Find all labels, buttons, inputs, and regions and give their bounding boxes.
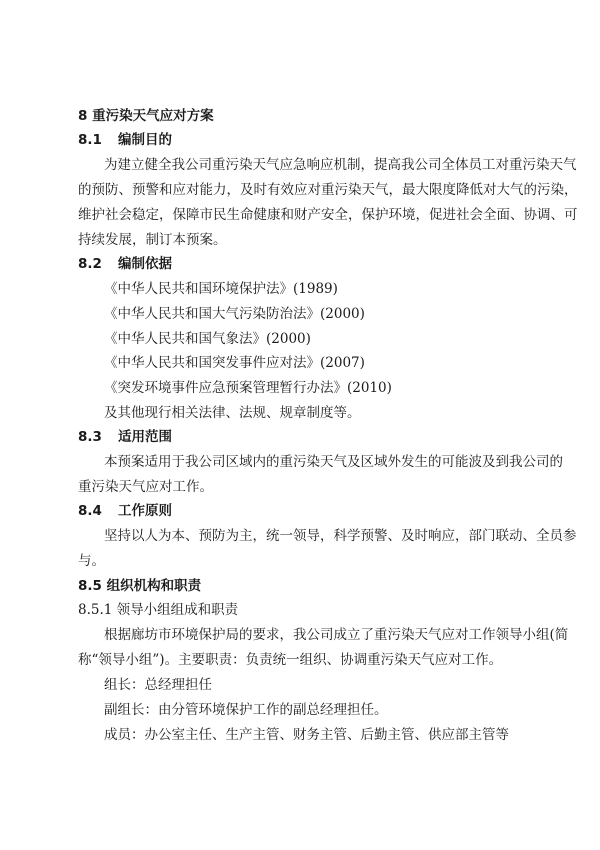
paragraph-line: 本预案适用于我公司区域内的重污染天气及区域外发生的可能波及到我公司的 bbox=[104, 454, 563, 470]
leader-line: 组长：总经理担任 bbox=[104, 677, 212, 693]
heading-8-4 bbox=[78, 501, 528, 521]
paragraph-line: 坚持以人为本、预防为主，统一领导，科学预警、及时响应，部门联动、全员参 bbox=[104, 528, 577, 544]
paragraph-line: 维护社会稳定，保障市民生命健康和财产安全，保护环境，促进社会全面、协调、可 bbox=[78, 207, 578, 223]
section-title: 8 重污染天气应对方案 bbox=[78, 108, 214, 124]
law-item: 《中华人民共和国大气污染防治法》(2000) bbox=[104, 306, 365, 322]
paragraph-line: 重污染天气应对工作。 bbox=[78, 479, 213, 495]
heading-8-5: 8.5 组织机构和职责 bbox=[78, 578, 202, 594]
heading-text: 工作原则 bbox=[118, 503, 172, 519]
paragraph-line: 称“领导小组”)。主要职责：负责统一组织、协调重污染天气应对工作。 bbox=[78, 652, 503, 668]
paragraph-line: 根据廊坊市环境保护局的要求，我公司成立了重污染天气应对工作领导小组(简 bbox=[104, 627, 569, 643]
heading-8-1 bbox=[78, 130, 528, 150]
heading-number: 8.3 bbox=[78, 429, 102, 445]
deputy-leader-line: 副组长：由分管环境保护工作的副总经理担任。 bbox=[104, 702, 388, 718]
law-item: 《突发环境事件应急预案管理暂行办法》(2010) bbox=[104, 380, 392, 396]
heading-text: 编制依据 bbox=[118, 256, 172, 272]
law-item: 《中华人民共和国气象法》(2000) bbox=[104, 331, 311, 347]
heading-8-2 bbox=[78, 254, 528, 274]
heading-number: 8.1 bbox=[78, 132, 102, 148]
subheading-8-5-1: 8.5.1 领导小组组成和职责 bbox=[78, 602, 239, 618]
paragraph-line: 与。 bbox=[78, 553, 105, 569]
law-item: 《中华人民共和国突发事件应对法》(2007) bbox=[104, 355, 365, 371]
heading-number: 8.4 bbox=[78, 503, 102, 519]
paragraph-line: 的预防、预警和应对能力，及时有效应对重污染天气，最大限度降低对大气的污染， bbox=[78, 182, 578, 198]
members-line: 成员：办公室主任、生产主管、财务主管、后勤主管、供应部主管等 bbox=[104, 727, 509, 743]
paragraph-line: 持续发展，制订本预案。 bbox=[78, 232, 227, 248]
heading-number: 8.2 bbox=[78, 256, 102, 272]
heading-text: 适用范围 bbox=[118, 429, 172, 445]
law-item: 《中华人民共和国环境保护法》(1989) bbox=[104, 281, 338, 297]
law-item: 及其他现行相关法律、法规、规章制度等。 bbox=[104, 405, 361, 421]
heading-8-3 bbox=[78, 427, 528, 447]
heading-text: 编制目的 bbox=[118, 132, 172, 148]
paragraph-line: 为建立健全我公司重污染天气应急响应机制，提高我公司全体员工对重污染天气 bbox=[104, 157, 577, 173]
